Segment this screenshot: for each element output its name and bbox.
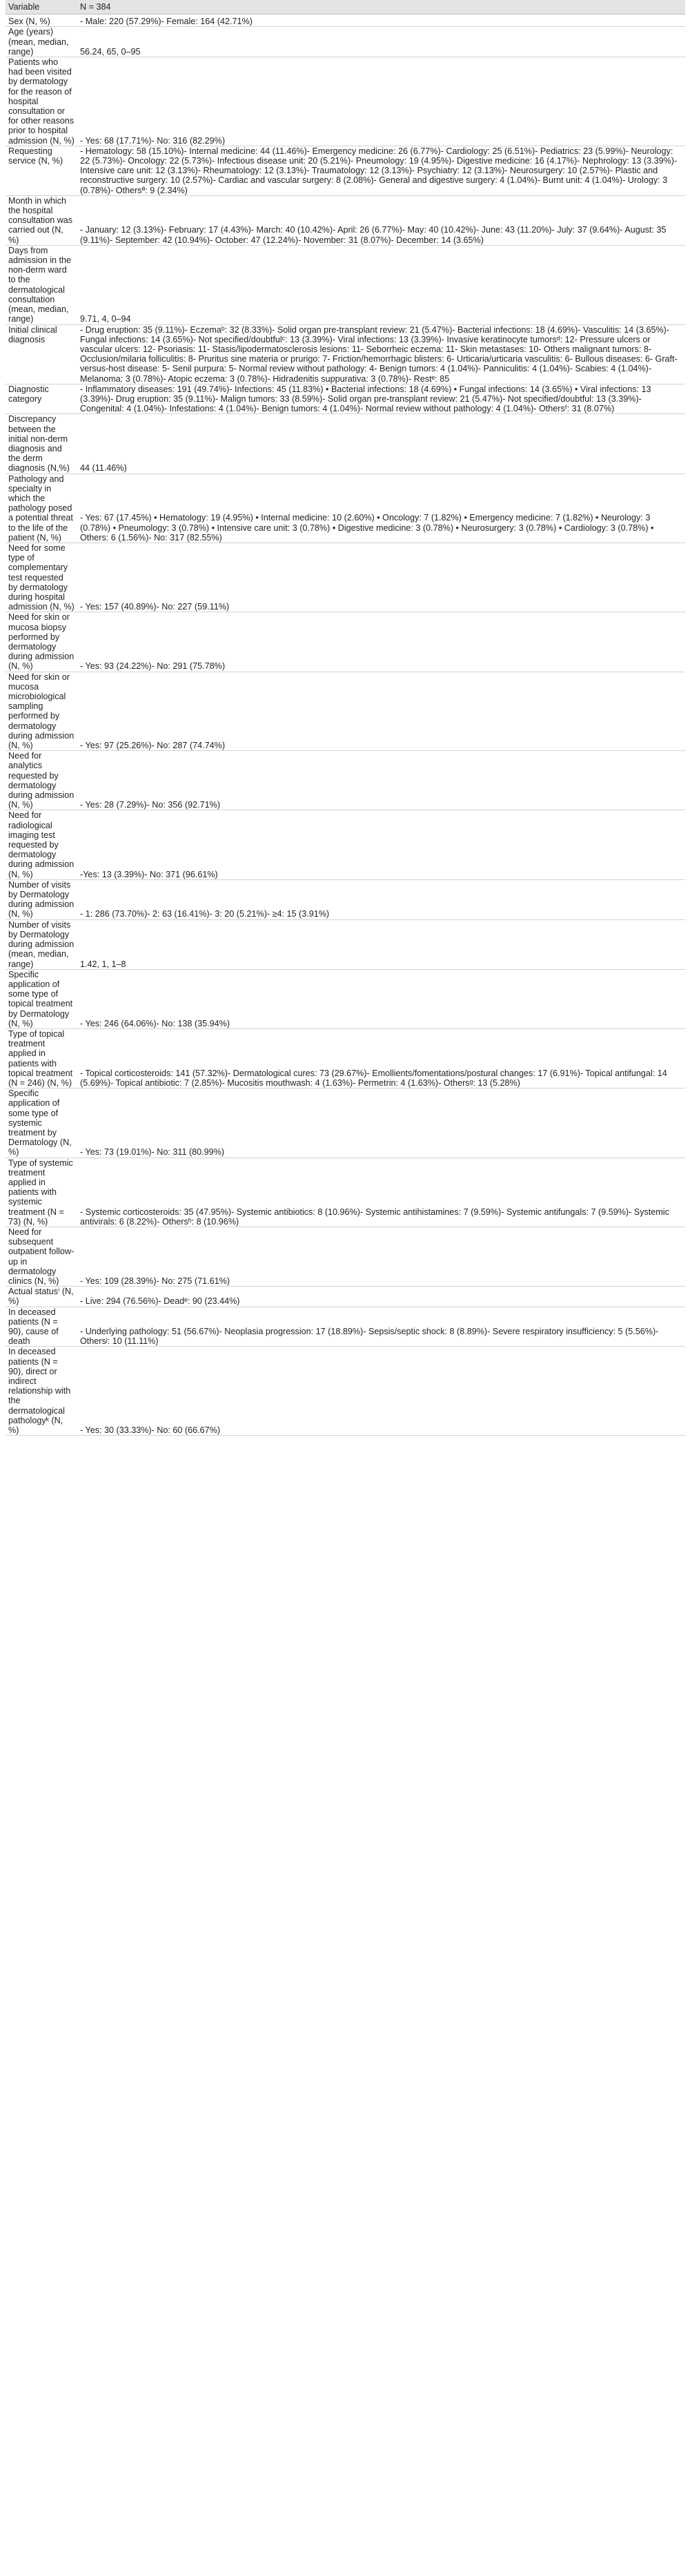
row-variable-label: Need for some type of complementary test requested by dermatology during hospital admission (N, %) [6,543,77,612]
table-row [6,1347,685,1436]
row-variable-label: In deceased patients (N = 90), cause of death [6,1307,77,1347]
table-row [6,1227,685,1286]
row-variable-label: Number of visits by Dermatology during admission (N, %) [6,879,77,919]
row-value: -Yes: 13 (3.39%)- No: 371 (96.61%) [77,810,685,879]
table-row [6,879,685,919]
row-value: - Hematology: 58 (15.10%)- Internal medicine: 44 (11.46%)- Emergency medicine: 26 (6.77%)- Cardiology: 25 (6.51%)- Pediatrics: 23 (5.99%)- Neurology: 22 (5.73%)- Oncology: 22 (5.73%)- Infectious disease unit: 20 (5.21%)- Pneumology: 19 (4.95%)- Digestive medicine: 16 (4.17%)- Nephrology: 13 (3.39%)- Intensive care unit: 12 (3.13%)- Rheumatology: 12 (3.13%)- Traumatology: 12 (3.13%)- Psychiatry: 12 (3.13%)- Neurosurgery: 10 (2.57%)- Plastic and reconstructive surgery: 10 (2.57%)- Cardiac and vascular surgery: 8 (2.08%)- General and digestive surgery: 4 (1.04%)- Burnt unit: 4 (1.04%)- Urology: 3 (0.78%)- Othersª: 9 (2.34%) [77,146,685,195]
row-value: - Yes: 28 (7.29%)- No: 356 (92.71%) [77,751,685,810]
row-variable-label: Number of visits by Dermatology during admission (mean, median, range) [6,919,77,969]
row-value: - Yes: 97 (25.26%)- No: 287 (74.74%) [77,672,685,751]
results-table [6,0,685,1436]
row-value: - Yes: 73 (19.01%)- No: 311 (80.99%) [77,1089,685,1158]
table-row [6,751,685,810]
row-value: - 1: 286 (73.70%)- 2: 63 (16.41%)- 3: 20 (5.21%)- ≥4: 15 (3.91%) [77,879,685,919]
table-row [6,919,685,969]
table-row [6,474,685,543]
row-value: - January: 12 (3.13%)- February: 17 (4.43%)- March: 40 (10.42%)- April: 26 (6.77%)- May: 40 (10.42%)- June: 43 (11.20%)- July: 37 (9.64%)- August: 35 (9.11%)- September: 42 (10.94%)- October: 47 (12.24%)- November: 31 (8.07%)- December: 14 (3.65%) [77,195,685,245]
header-sample-size: N = 384 [77,0,685,14]
row-variable-label: Need for skin or mucosa microbiological sampling performed by dermatology during admission (N, %) [6,672,77,751]
table-body [6,14,685,1436]
table-row [6,414,685,474]
row-value: - Yes: 157 (40.89%)- No: 227 (59.11%) [77,543,685,612]
row-value: 44 (11.46%) [77,414,685,474]
table-row [6,1089,685,1158]
table-header-row [6,0,685,14]
row-variable-label: Sex (N, %) [6,14,77,27]
row-variable-label: Days from admission in the non-derm ward to the dermatological consultation (mean, median, range) [6,245,77,324]
row-value: - Yes: 109 (28.39%)- No: 275 (71.61%) [77,1227,685,1286]
table-row [6,324,685,384]
row-value: - Inflammatory diseases: 191 (49.74%)- Infections: 45 (11.83%) • Bacterial infections: 18 (4.69%) • Fungal infections: 14 (3.65%) • Viral infections: 13 (3.39%)- Drug eruption: 35 (9.11%)- Malign tumors: 33 (8.59%)- Solid organ pre-transplant review: 21 (5.47%)- Not specified/doubtful: 13 (3.39%)- Congenital: 4 (1.04%)- Infestations: 4 (1.04%)- Benign tumors: 4 (1.04%)- Normal review without pathology: 4 (1.04%)- Othersᶠ: 31 (8.07%) [77,384,685,414]
table-row [6,195,685,245]
row-variable-label: Need for radiological imaging test requested by dermatology during admission (N, %) [6,810,77,879]
row-variable-label: Type of topical treatment applied in patients with topical treatment (N = 246) (N, %) [6,1028,77,1088]
row-variable-label: Need for analytics requested by dermatology during admission (N, %) [6,751,77,810]
row-value: - Systemic corticosteroids: 35 (47.95%)- Systemic antibiotics: 8 (10.96%)- Systemic antihistamines: 7 (9.59%)- Systemic antifungals: 7 (9.59%)- Systemic antivirals: 6 (8.22%)- Othersʰ: 8 (10.96%) [77,1158,685,1227]
row-value: - Underlying pathology: 51 (56.67%)- Neoplasia progression: 17 (18.89%)- Sepsis/septic shock: 8 (8.89%)- Severe respiratory insufficiency: 5 (5.56%)- Othersʲ: 10 (11.11%) [77,1307,685,1347]
row-variable-label: Discrepancy between the initial non-derm diagnosis and the derm diagnosis (N,%) [6,414,77,474]
row-value: - Topical corticosteroids: 141 (57.32%)- Dermatological cures: 73 (29.67%)- Emollients/fomentations/postural changes: 17 (6.91%)- Topical antifungal: 14 (5.69%)- Topical antibiotic: 7 (2.85%)- Mucositis mouthwash: 4 (1.63%)- Permetrin: 4 (1.63%)- Othersᵍ: 13 (5.28%) [77,1028,685,1088]
table-row [6,57,685,146]
row-variable-label: Need for skin or mucosa biopsy performed by dermatology during admission (N, %) [6,612,77,672]
table-row [6,1158,685,1227]
table-row [6,1307,685,1347]
row-value: 1.42, 1, 1–8 [77,919,685,969]
row-variable-label: Age (years) (mean, median, range) [6,27,77,57]
row-variable-label: Type of systemic treatment applied in patients with systemic treatment (N = 73) (N, %) [6,1158,77,1227]
row-value: - Yes: 246 (64.06%)- No: 138 (35.94%) [77,969,685,1028]
row-value: - Yes: 67 (17.45%) • Hematology: 19 (4.95%) • Internal medicine: 10 (2.60%) • Oncology: 7 (1.82%) • Emergency medicine: 7 (1.82%) • Neurology: 3 (0.78%) • Pneumology: 3 (0.78%) • Intensive care unit: 3 (0.78%) • Digestive medicine: 3 (0.78%) • Neurosurgery: 3 (0.78%) • Cardiology: 3 (0.78%) • Others: 6 (1.56%)- No: 317 (82.55%) [77,474,685,543]
row-value: - Yes: 93 (24.22%)- No: 291 (75.78%) [77,612,685,672]
row-value: - Yes: 68 (17.71%)- No: 316 (82.29%) [77,57,685,146]
row-variable-label: Need for subsequent outpatient follow-up in dermatology clinics (N, %) [6,1227,77,1286]
table-row [6,672,685,751]
row-value: - Live: 294 (76.56%)- Deadᵉ: 90 (23.44%) [77,1287,685,1307]
row-value: - Drug eruption: 35 (9.11%)- Eczemaᵇ: 32 (8.33%)- Solid organ pre-transplant review: 21 (5.47%)- Bacterial infections: 18 (4.69%)- Vasculitis: 14 (3.65%)- Fungal infections: 14 (3.65%)- Not specified/doubtfulᶜ: 13 (3.39%)- Viral infections: 13 (3.39%)- Invasive keratinocyte tumorsᵈ: 12- Pressure ulcers or vascular ulcers: 12- Psoriasis: 11- Stasis/lipodermatosclerosis lesions: 11- Seborrheic eczema: 11- Skin metastases: 10- Others malignant tumors: 8- Occlusion/milaria folliculitis: 8- Pruritus sine materia or prurigo: 7- Friction/hemorrhagic blisters: 6- Urticaria/urticaria vasculitis: 6- Bullous diseases: 6- Graft-versus-host disease: 5- Senil purpura: 5- Normal review without pathology: 4- Benign tumors: 4 (1.04%)- Panniculitis: 4 (1.04%)- Scabies: 4 (1.04%)- Melanoma: 3 (0.78%)- Atopic eczema: 3 (0.78%)- Hidradenitis suppurativa: 3 (0.78%)- Restᵉ: 85 [77,324,685,384]
table-row [6,1287,685,1307]
table-row [6,810,685,879]
table-row [6,969,685,1028]
table-row [6,146,685,195]
row-variable-label: Specific application of some type of topical treatment by Dermatology (N, %) [6,969,77,1028]
row-variable-label: Specific application of some type of systemic treatment by Dermatology (N, %) [6,1089,77,1158]
row-variable-label: Diagnostic category [6,384,77,414]
row-variable-label: Actual statusⁱ (N, %) [6,1287,77,1307]
header-variable: Variable [6,0,77,14]
table-row [6,1028,685,1088]
row-value: 9.71, 4, 0–94 [77,245,685,324]
row-variable-label: Initial clinical diagnosis [6,324,77,384]
row-value: 56.24, 65, 0–95 [77,27,685,57]
row-variable-label: Month in which the hospital consultation was carried out (N, %) [6,195,77,245]
table-row [6,27,685,57]
row-variable-label: Patients who had been visited by dermatology for the reason of hospital consultation or for other reasons prior to hospital admission (N, %) [6,57,77,146]
table-row [6,612,685,672]
row-variable-label: Requesting service (N, %) [6,146,77,195]
row-variable-label: In deceased patients (N = 90), direct or indirect relationship with the dermatological pathologyᵏ (N, %) [6,1347,77,1436]
table-row [6,14,685,27]
row-value: - Male: 220 (57.29%)- Female: 164 (42.71%) [77,14,685,27]
table-row [6,245,685,324]
table-row [6,543,685,612]
row-variable-label: Pathology and specialty in which the pathology posed a potential threat to the life of the patient (N, %) [6,474,77,543]
table-row [6,384,685,414]
row-value: - Yes: 30 (33.33%)- No: 60 (66.67%) [77,1347,685,1436]
